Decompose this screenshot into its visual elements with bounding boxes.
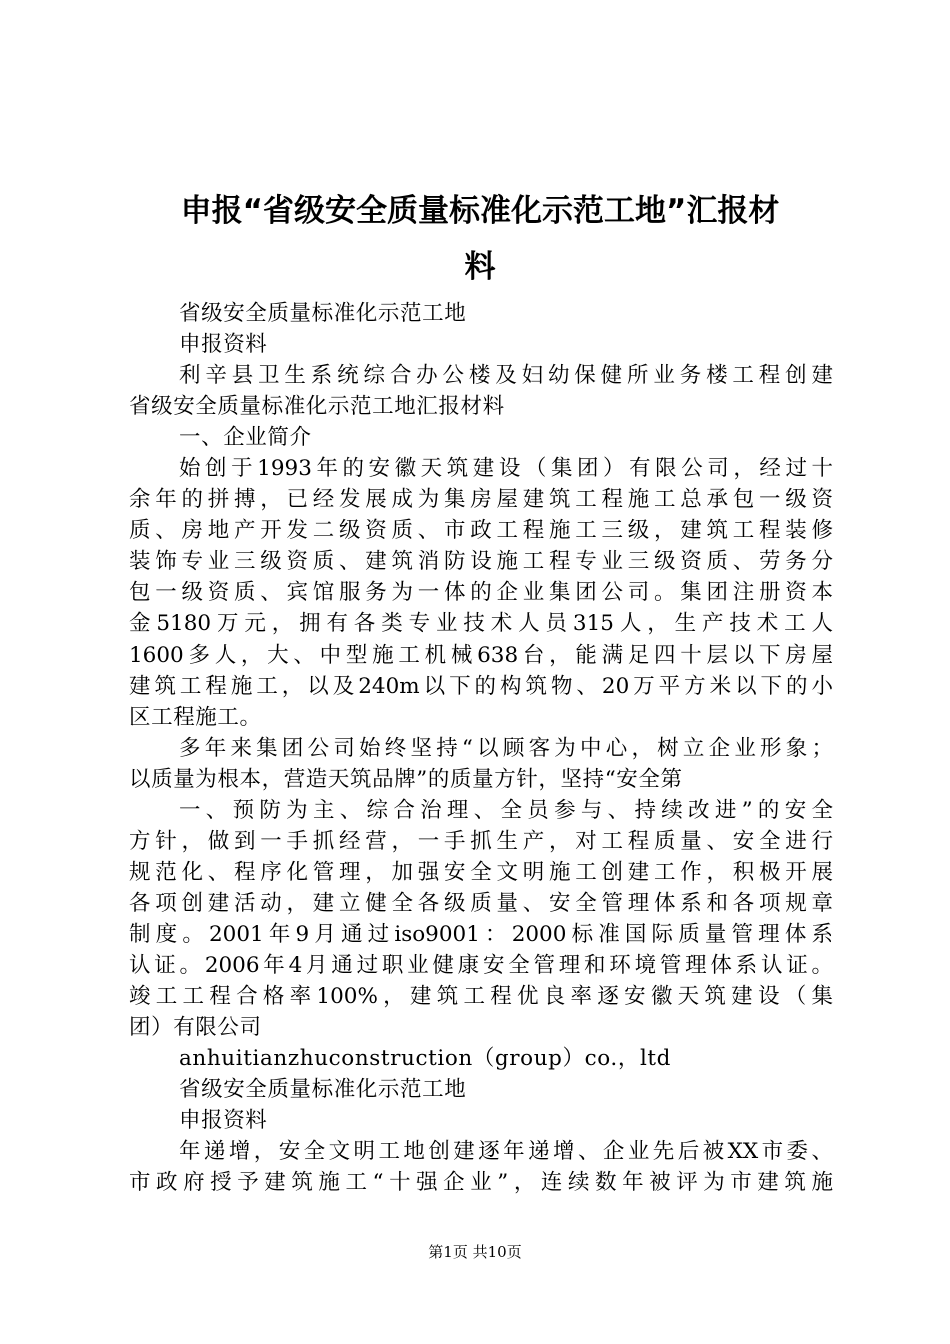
body-line: 竣工工程合格率100%，建筑工程优良率逐安徽天筑建设（集 xyxy=(129,984,833,1010)
body-line: 认证。2006年4月通过职业健康安全管理和环境管理体系认证。 xyxy=(129,952,833,978)
document-title: 申报“省级安全质量标准化示范工地”汇报材 xyxy=(180,193,780,229)
body-line: 始创于1993年的安徽天筑建设（集团）有限公司，经过十 xyxy=(179,456,833,482)
body-line: 余年的拼搏，已经发展成为集房屋建筑工程施工总承包一级资 xyxy=(129,487,833,513)
body-line: 制度。2001年9月通过iso9001：2000标准国际质量管理体系 xyxy=(129,921,833,947)
body-line: 以质量为根本，营造天筑品牌”的质量方针，坚持“安全第 xyxy=(129,766,683,792)
body-line: 申报资料 xyxy=(179,332,268,358)
body-line: 建筑工程施工，以及240m以下的构筑物、20万平方米以下的小 xyxy=(129,673,833,699)
body-line: 省级安全质量标准化示范工地汇报材料 xyxy=(129,394,505,420)
body-line: 各项创建活动，建立健全各级质量、安全管理体系和各项规章 xyxy=(129,890,833,916)
document-title-continued: 料 xyxy=(464,249,496,285)
body-line: 一、预防为主、综合治理、全员参与、持续改进”的安全 xyxy=(179,797,833,823)
body-line: 区工程施工。 xyxy=(129,704,262,730)
body-line: 年递增，安全文明工地创建逐年递增、企业先后被XX市委、 xyxy=(179,1139,833,1165)
body-line: 一、企业简介 xyxy=(179,425,312,451)
page-footer: 第1页 共10页 xyxy=(428,1243,522,1261)
body-line: 省级安全质量标准化示范工地 xyxy=(179,301,467,326)
body-line: 申报资料 xyxy=(179,1108,268,1134)
body-line: 方针，做到一手抓经营，一手抓生产，对工程质量、安全进行 xyxy=(129,828,833,854)
body-line: 质、房地产开发二级资质、市政工程施工三级，建筑工程装修 xyxy=(129,518,833,544)
document-body xyxy=(129,298,833,1198)
body-line: 金5180万元，拥有各类专业技术人员315人，生产技术工人 xyxy=(129,611,833,637)
body-line: 装饰专业三级资质、建筑消防设施工程专业三级资质、劳务分 xyxy=(129,549,833,575)
body-line: anhuitianzhuconstruction（group）co.，ltd xyxy=(179,1046,672,1072)
body-line: 省级安全质量标准化示范工地 xyxy=(179,1077,467,1103)
body-line: 市政府授予建筑施工“十强企业”，连续数年被评为市建筑施 xyxy=(129,1170,833,1196)
body-line: 团）有限公司 xyxy=(129,1015,262,1041)
body-line: 包一级资质、宾馆服务为一体的企业集团公司。集团注册资本 xyxy=(129,580,833,606)
body-line: 多年来集团公司始终坚持“以顾客为中心，树立企业形象； xyxy=(179,735,833,761)
body-line: 规范化、程序化管理，加强安全文明施工创建工作，积极开展 xyxy=(129,859,833,885)
body-line: 1600多人，大、中型施工机械638台，能满足四十层以下房屋 xyxy=(129,642,833,668)
body-line: 利辛县卫生系统综合办公楼及妇幼保健所业务楼工程创建 xyxy=(179,363,833,389)
